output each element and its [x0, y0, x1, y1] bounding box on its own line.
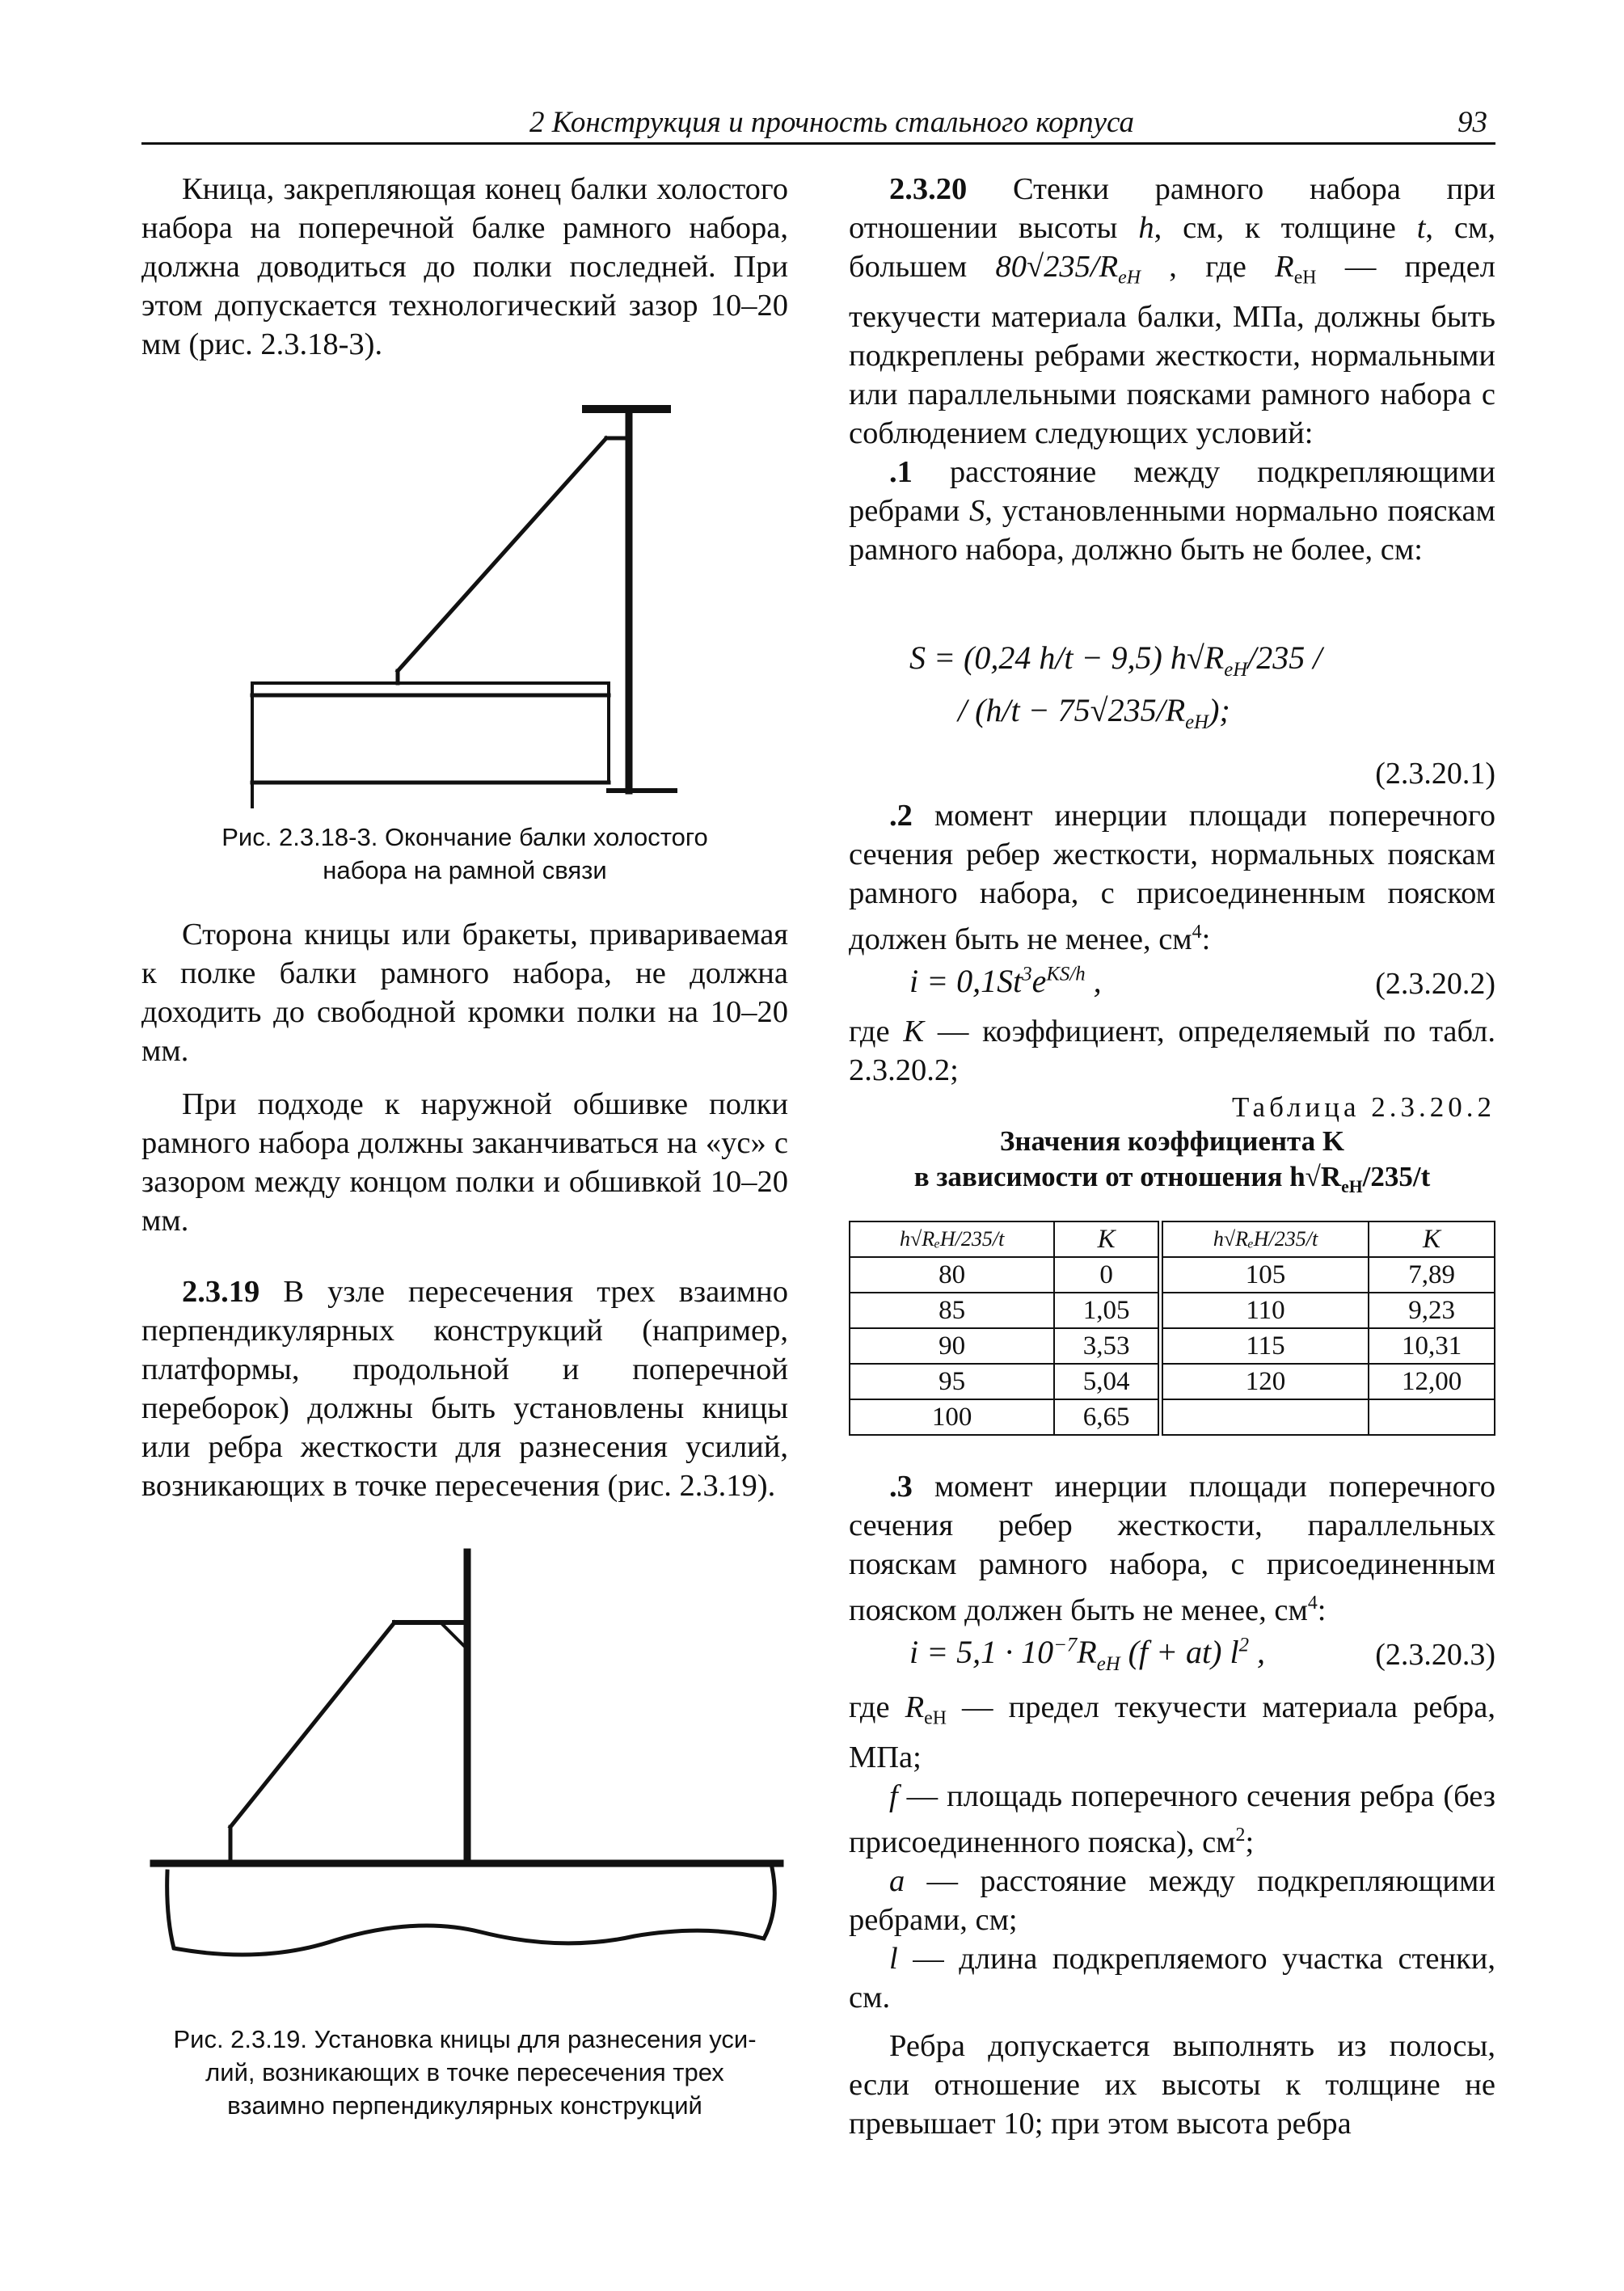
equation-2-3-20-3: $i = 5,1 \cdot 10^{-7}R_{eH}$ (f + at) $l^2$ ,: [909, 1634, 1265, 1675]
equation-number-2: (2.3.20.2): [1375, 967, 1495, 1001]
where-k: где K — коэффициент, определяемый по табл. 2.3.20.2;: [849, 1015, 1495, 1087]
figure-caption-2: Рис. 2.3.19. Установка кницы для разнесения уси- лий, возникающих в точке пересечения трех взаимно перпендикулярных конструкций: [173, 2025, 757, 2120]
clause-number: 2.3.19: [182, 1275, 260, 1309]
table-header-row: [850, 1221, 1495, 1257]
header-k-2: K: [1369, 1221, 1495, 1257]
def-l: l — длина подкрепляемого участка стенки, см.: [849, 1941, 1495, 2015]
item-1: .1 расстояние между подкрепляющими ребрами S, установленными нормально пояскам рамного набора, должно быть не более, см:: [849, 454, 1496, 567]
page-number: 93: [1457, 106, 1487, 139]
figure-2-3-18-3: [141, 396, 788, 808]
formula-inline: $80√235/R_{eH}$: [995, 250, 1141, 289]
figure-caption-1: Рис. 2.3.18-3. Окончание балки холостого набора на рамной связи: [221, 823, 708, 884]
header-k-1: K: [1054, 1221, 1160, 1257]
right-column-item-2: [849, 796, 1495, 959]
header-ratio-1: h√RₑH/235/t: [850, 1221, 1054, 1257]
equation-number-3: (2.3.20.3): [1375, 1638, 1495, 1672]
table-title: Значения коэффициента K в зависимости от отношения $h√R_{eH}/235/t$: [913, 1125, 1431, 1196]
def-reh: где $R_{eH}$ — предел текучести материала ребра, МПа;: [849, 1690, 1495, 1774]
table-row: 85 1,05 110 9,23: [850, 1293, 1495, 1328]
knee-strut: [441, 1622, 467, 1649]
paragraph-flange-end: При подходе к наружной обшивке полки рамного набора должны заканчиваться на «ус» с зазором между концом полки и обшивкой 10–20 мм.: [141, 1087, 788, 1238]
knee-diagonal: [230, 1622, 394, 1827]
table-row: 80 0 105 7,89: [850, 1257, 1495, 1293]
right-column-item-3: [849, 1467, 1495, 1630]
equation-2-3-20-1: S = (0,24 h/t − 9,5) $h√R_{eH}/235$ / / $(h/t - 75√235/R_{eH})$;: [909, 639, 1322, 733]
table-row: 90 3,53 115 10,31: [850, 1328, 1495, 1364]
running-title: 2 Конструкция и прочность стального корпуса: [529, 106, 1135, 139]
item-2: .2 момент инерции площади поперечного сечения ребер жесткости, нормальных пояскам рамного набора, с присоединенным пояском должен быть не менее, $см^4$:: [849, 799, 1495, 956]
equation-number-1: (2.3.20.1): [1375, 757, 1495, 791]
table-row: 100 6,65: [850, 1399, 1495, 1435]
item-3: .3 момент инерции площади поперечного сечения ребер жесткости, параллельных пояскам рамного набора, с присоединенным пояском должен быть не менее, $см^4$:: [849, 1470, 1495, 1627]
def-a: a — расстояние между подкрепляющими ребрами, см;: [849, 1863, 1495, 1937]
left-column-2: [141, 915, 788, 1505]
def-f: f — площадь поперечного сечения ребра (без присоединенного пояска), $см^2$;: [849, 1778, 1495, 1859]
figure-2-3-19: [141, 1544, 788, 2029]
clause-number: 2.3.20: [889, 172, 968, 206]
table-row: 95 5,04 120 12,00: [850, 1364, 1495, 1399]
knee-diagonal: [398, 438, 606, 671]
paragraph-2-3-19: 2.3.19 В узле пересечения трех взаимно перпендикулярных конструкций (например, платформы, продольной и поперечной переборок) должны быть установлены кницы или ребра жесткости для разнесения усилий, возникающих в точке пересечения (рис. 2.3.19).: [141, 1275, 788, 1503]
table-block: [849, 1091, 1495, 1436]
paragraph-ribs: Ребра допускается выполнять из полосы, если отношение их высоты к толщине не превышает 10; при этом высота ребра: [849, 2028, 1495, 2141]
paragraph-2-3-20: 2.3.20 Стенки рамного набора при отношении высоты h, см, к толщине t, см, большем $80√235/R_{eH}$ , где $R_{eH}$ — предел текучести материала балки, МПа, должны быть подкреплены ребрами жесткости, нормальными или параллельными поясками рамного набора с соблюдением следующих условий:: [849, 172, 1496, 450]
right-column-definitions: [849, 1688, 1495, 2143]
left-column: [141, 170, 788, 364]
table-label: Таблица 2.3.20.2: [1232, 1091, 1495, 1123]
hull-outline: [167, 1867, 775, 1955]
coefficient-table: [849, 1221, 1495, 1436]
paragraph-knee-gap: Кница, закрепляющая конец балки холостого набора на поперечной балке рамного набора, должна доводиться до полки последней. При этом допускается технологический зазор 10–20 мм (рис. 2.3.18-3).: [141, 172, 788, 361]
right-column: [849, 170, 1495, 569]
header-ratio-2: h√RₑH/235/t: [1160, 1221, 1369, 1257]
equation-2-3-20-2: $i = 0,1St^3e^{KS/h}$ ,: [909, 963, 1102, 999]
page-header: [141, 102, 1495, 145]
paragraph-bracket: Сторона кницы или бракеты, привариваемая к полке балки рамного набора, не должна доходить до свободной кромки полки на 10–20 мм.: [141, 918, 788, 1068]
